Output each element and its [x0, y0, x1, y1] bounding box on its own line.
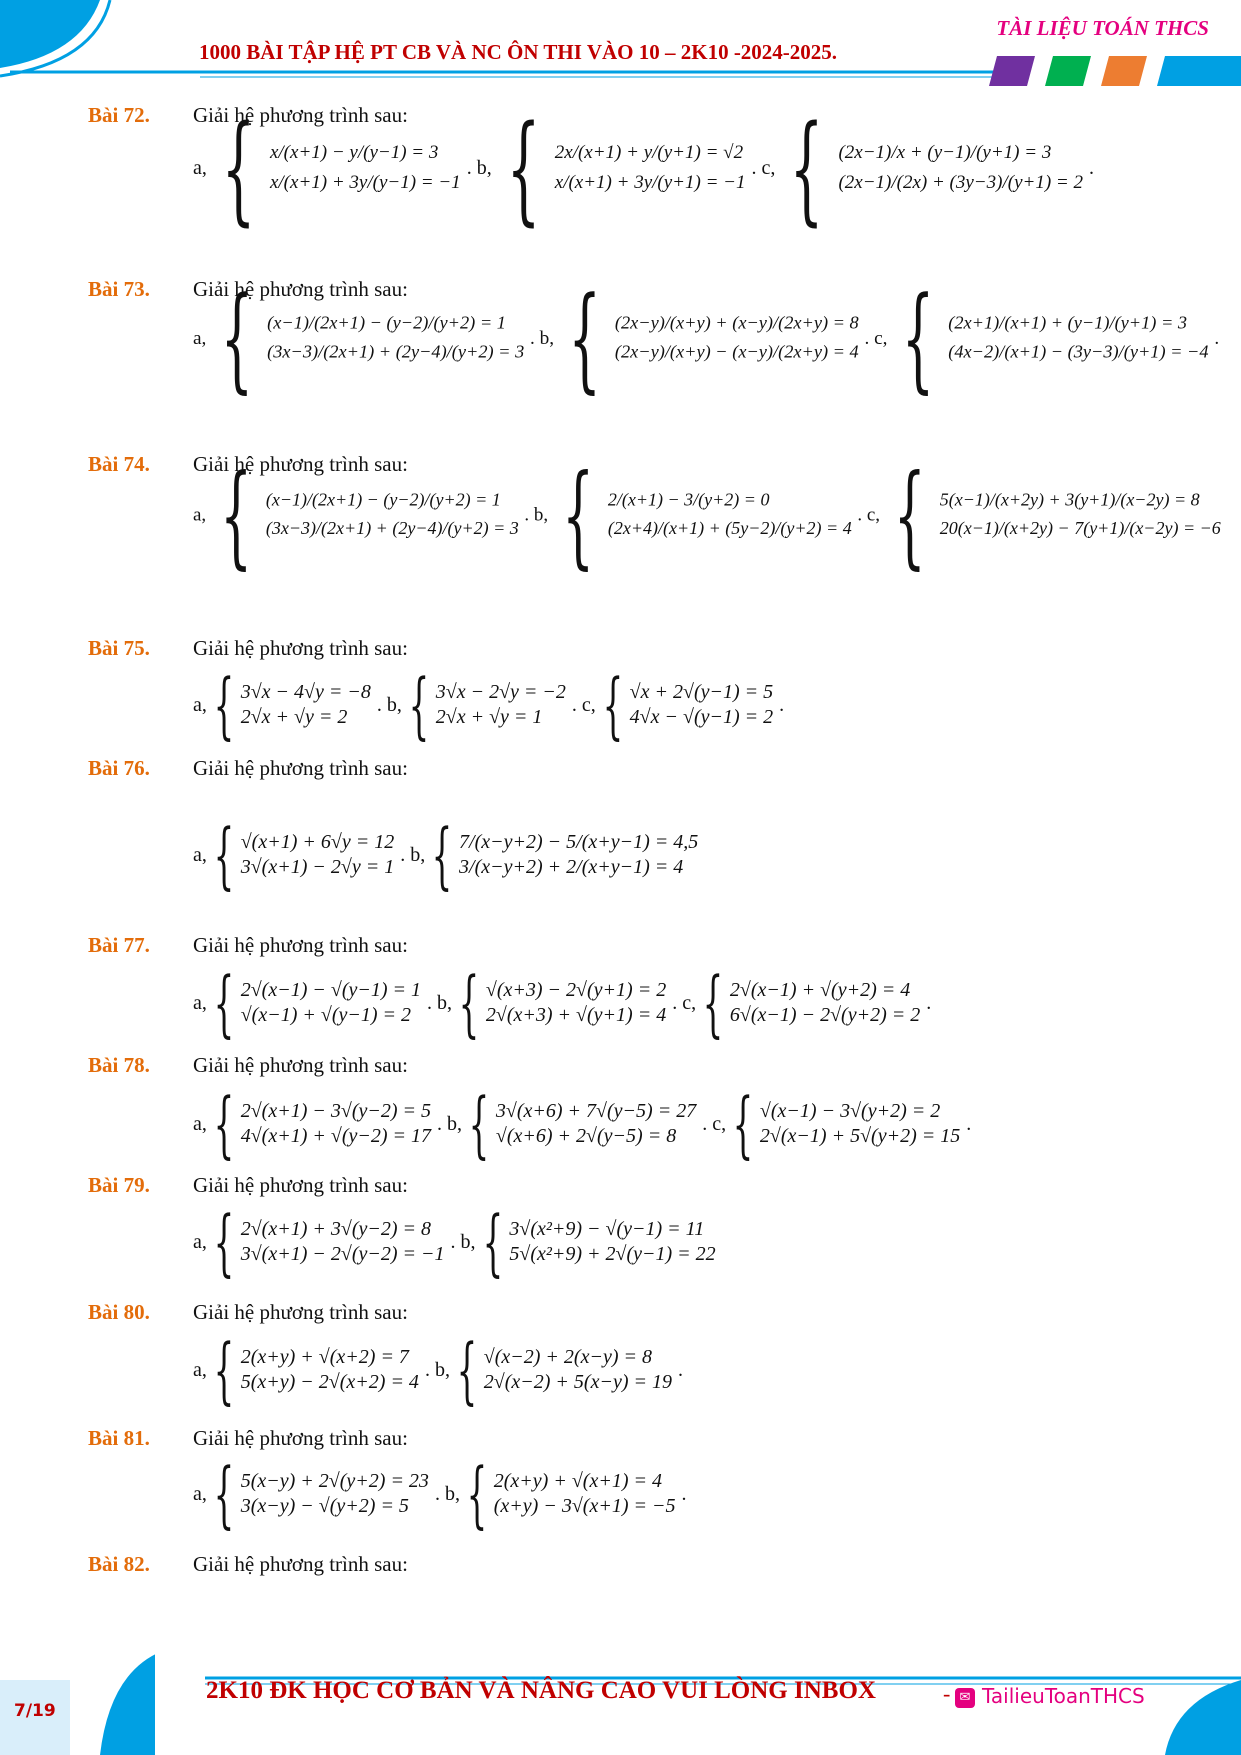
problem-label: Bài 73.: [88, 277, 150, 301]
equation: 2√(x−1) − √(y−1) = 1: [240, 979, 422, 1001]
equation: (4x−2)/(x+1) − (3y−3)/(y+1) = −4: [948, 341, 1209, 363]
system-brace: {: [213, 1082, 235, 1166]
problem-label: Bài 77.: [88, 933, 150, 957]
equation: 5(x−y) + 2√(y+2) = 23: [240, 1470, 429, 1492]
system-brace: {: [213, 813, 235, 897]
equation: (2x−1)/(2x) + (3y−3)/(y+1) = 2: [838, 172, 1083, 193]
part-separator: . b,: [434, 1482, 460, 1505]
equation-system: [478, 1200, 716, 1284]
part-separator: .: [681, 1482, 687, 1505]
system-brace: {: [506, 99, 541, 237]
equation-system: [209, 1452, 429, 1536]
footer-dash: -: [943, 1681, 951, 1706]
problem-label: Bài 81.: [88, 1426, 150, 1450]
header-bar-purple: [989, 56, 1035, 86]
part-separator: .: [1214, 326, 1220, 349]
part-separator: . b,: [376, 693, 402, 716]
system-brace: {: [602, 663, 624, 747]
equation: √(x−1) + √(y−1) = 2: [240, 1004, 412, 1026]
equation: 2√(x−1) + √(y+2) = 4: [729, 979, 911, 1001]
problem-label: Bài 82.: [88, 1552, 150, 1576]
equation: 2/(x+1) − 3/(y+2) = 0: [607, 490, 770, 511]
problem-label: Bài 75.: [88, 636, 150, 660]
header-title: 1000 BÀI TẬP HỆ PT CB VÀ NC ÔN THI VÀO 10 – 2K10 -2024-2025.: [199, 40, 838, 64]
equation: √(x−1) − 3√(y+2) = 2: [759, 1100, 941, 1122]
system-brace: {: [893, 449, 926, 581]
equation: (2x−y)/(x+y) − (x−y)/(2x+y) = 4: [614, 341, 859, 363]
corner-swoosh-bottom-right: [1165, 1680, 1241, 1755]
page-number: 7/19: [14, 1701, 56, 1721]
part-separator: . b,: [530, 326, 555, 349]
part-separator: . c,: [702, 1112, 727, 1135]
part-separator: .: [926, 991, 932, 1014]
system-brace: {: [408, 663, 430, 747]
part-separator: . c,: [751, 156, 776, 179]
system-brace: {: [790, 99, 824, 237]
part-separator: . b,: [524, 504, 549, 525]
part-separator: . c,: [857, 504, 881, 525]
problem-label: Bài 74.: [88, 452, 150, 476]
equation: (2x−1)/x + (y−1)/(y+1) = 3: [838, 142, 1052, 164]
part-separator: . b,: [450, 1230, 476, 1253]
equation: 5(x−1)/(x+2y) + 3(y+1)/(x−2y) = 8: [939, 490, 1200, 511]
problem-instruction: Giải hệ phương trình sau:: [193, 103, 408, 127]
equation: 3√(x²+9) − √(y−1) = 11: [509, 1218, 705, 1240]
system-brace: {: [213, 1200, 235, 1284]
system-brace: {: [431, 813, 453, 897]
equation: x/(x+1) − y/(y−1) = 3: [269, 142, 439, 164]
header-brand: TÀI LIỆU TOÁN THCS: [996, 16, 1209, 40]
part-separator: . c,: [672, 991, 697, 1014]
system-brace: {: [702, 961, 724, 1045]
part-separator: .: [1088, 156, 1094, 179]
equation-system: [464, 1082, 697, 1166]
corner-swoosh-top-left: [0, 0, 100, 68]
equation: √(x−2) + 2(x−y) = 8: [483, 1346, 652, 1368]
equation: 6√(x−1) − 2√(y+2) = 2: [729, 1004, 921, 1026]
problem-instruction: Giải hệ phương trình sau:: [193, 1552, 408, 1576]
equation-system: [209, 99, 461, 237]
equation: x/(x+1) + 3y/(y+1) = −1: [554, 172, 746, 193]
system-brace: {: [458, 961, 480, 1045]
equation: 3√(x+6) + 7√(y−5) = 27: [495, 1100, 697, 1122]
system-brace: {: [468, 1082, 490, 1166]
part-label: a,: [193, 843, 207, 866]
problem-label: Bài 79.: [88, 1173, 150, 1197]
equation: 3√x − 2√y = −2: [435, 681, 566, 703]
equation: 2(x+y) + √(x+1) = 4: [493, 1470, 662, 1492]
system-brace: {: [213, 663, 235, 747]
equation-system: [404, 663, 566, 747]
part-label: a,: [193, 1482, 207, 1505]
equation-system: [882, 449, 1221, 581]
equation-row: [193, 449, 1221, 581]
equation: 4√(x+1) + √(y−2) = 17: [240, 1125, 432, 1147]
part-label: a,: [193, 1358, 207, 1381]
equation: 3√(x+1) − 2√(y−2) = −1: [240, 1243, 445, 1265]
problem-instruction: Giải hệ phương trình sau:: [193, 1173, 408, 1197]
equation-system: [209, 813, 395, 897]
problem-label: Bài 78.: [88, 1053, 150, 1077]
equation-system: [427, 813, 699, 897]
equation: (x−1)/(2x+1) − (y−2)/(y+2) = 1: [265, 490, 501, 511]
part-separator: . b,: [466, 156, 492, 179]
footer-white-tab: [155, 1650, 205, 1755]
problem-label: Bài 72.: [88, 103, 150, 127]
equation: √(x+1) + 6√y = 12: [240, 831, 395, 853]
system-brace: {: [568, 271, 601, 405]
equation-row: [193, 813, 699, 897]
system-brace: {: [466, 1452, 488, 1536]
equation-system: [209, 1328, 419, 1412]
equation: 5√(x²+9) + 2√(y−1) = 22: [509, 1243, 716, 1265]
part-label: a,: [193, 1112, 207, 1135]
equation-row: [193, 99, 1096, 237]
system-brace: {: [482, 1200, 503, 1284]
equation: 2x/(x+1) + y/(y+1) = √2: [554, 142, 744, 164]
equation-system: [598, 663, 774, 747]
problem-instruction: Giải hệ phương trình sau:: [193, 636, 408, 660]
equation-system: [208, 271, 525, 405]
equation: 2√(x+1) − 3√(y−2) = 5: [240, 1100, 432, 1122]
equation-row: [193, 1082, 973, 1166]
equation-row: [193, 961, 933, 1045]
equation: 2(x+y) + √(x+2) = 7: [240, 1346, 409, 1368]
equation: 2√(x−1) + 5√(y+2) = 15: [759, 1125, 961, 1147]
system-brace: {: [213, 1328, 235, 1412]
equation-system: [209, 1082, 432, 1166]
header-bar-green: [1045, 56, 1091, 86]
part-separator: . b,: [400, 843, 426, 866]
header-bar-blue: [1157, 56, 1241, 86]
part-separator: .: [966, 1112, 972, 1135]
part-separator: . c,: [864, 326, 888, 349]
equation-system: [556, 271, 859, 405]
equation: (x+y) − 3√(x+1) = −5: [493, 1495, 676, 1517]
part-label: a,: [193, 156, 207, 179]
equation-row: [193, 1452, 688, 1536]
equation-system: [698, 961, 921, 1045]
equation-system: [462, 1452, 676, 1536]
equation: 3√(x+1) − 2√y = 1: [240, 856, 395, 878]
footer-handle[interactable]: TailieuToanTHCS: [982, 1684, 1145, 1708]
system-brace: {: [220, 449, 253, 581]
system-brace: {: [221, 99, 256, 237]
system-brace: {: [456, 1328, 478, 1412]
equation: √(x+3) − 2√(y+1) = 2: [485, 979, 667, 1001]
equation: 3√x − 4√y = −8: [240, 681, 371, 703]
header-bar-orange: [1101, 56, 1147, 86]
equation-system: [454, 961, 667, 1045]
problem-instruction: Giải hệ phương trình sau:: [193, 1300, 408, 1324]
system-brace: {: [732, 1082, 754, 1166]
equation: 3/(x−y+2) + 2/(x+y−1) = 4: [459, 856, 684, 878]
equation-system: [209, 961, 422, 1045]
equation: √x + 2√(y−1) = 5: [629, 681, 774, 703]
equation: (2x−y)/(x+y) + (x−y)/(2x+y) = 8: [614, 313, 859, 334]
part-label: a,: [193, 504, 207, 525]
problem-instruction: Giải hệ phương trình sau:: [193, 756, 408, 780]
equation-system: [208, 449, 519, 581]
problem-instruction: Giải hệ phương trình sau:: [193, 452, 408, 476]
system-brace: {: [901, 271, 935, 405]
part-separator: . b,: [427, 991, 453, 1014]
part-label: a,: [193, 991, 207, 1014]
equation: 7/(x−y+2) − 5/(x+y−1) = 4,5: [459, 831, 699, 853]
equation: x/(x+1) + 3y/(y−1) = −1: [269, 172, 461, 193]
equation-system: [209, 663, 371, 747]
equation-system: [777, 99, 1083, 237]
equation: 2√(x+3) + √(y+1) = 4: [485, 1004, 667, 1026]
problem-instruction: Giải hệ phương trình sau:: [193, 933, 408, 957]
equation-row: [193, 271, 1221, 405]
equation: (2x+4)/(x+1) + (5y−2)/(y+2) = 4: [607, 518, 852, 539]
part-label: a,: [193, 326, 207, 349]
equation-system: [209, 1200, 445, 1284]
equation: (3x−3)/(2x+1) + (2y−4)/(y+2) = 3: [265, 518, 519, 539]
system-brace: {: [220, 271, 254, 405]
problem-label: Bài 76.: [88, 756, 150, 780]
equation: (3x−3)/(2x+1) + (2y−4)/(y+2) = 3: [267, 341, 525, 363]
equation-system: [889, 271, 1209, 405]
equation-system: [550, 449, 852, 581]
problem-label: Bài 80.: [88, 1300, 150, 1324]
equation: (2x+1)/(x+1) + (y−1)/(y+1) = 3: [948, 313, 1188, 334]
problem-instruction: Giải hệ phương trình sau:: [193, 1053, 408, 1077]
part-separator: . c,: [571, 693, 596, 716]
equation: 2√x + √y = 2: [240, 706, 348, 728]
equation-row: [193, 663, 786, 747]
equation-system: [452, 1328, 672, 1412]
equation-system: [494, 99, 746, 237]
part-separator: .: [779, 693, 785, 716]
equation: √(x+6) + 2√(y−5) = 8: [495, 1125, 677, 1147]
equation: 5(x+y) − 2√(x+2) = 4: [240, 1371, 419, 1393]
part-label: a,: [193, 693, 207, 716]
part-separator: . b,: [437, 1112, 463, 1135]
equation-row: [193, 1328, 685, 1412]
equation: 4√x − √(y−1) = 2: [629, 706, 774, 728]
problem-instruction: Giải hệ phương trình sau:: [193, 277, 408, 301]
equation: 20(x−1)/(x+2y) − 7(y+1)/(x−2y) = −6: [939, 518, 1221, 539]
system-brace: {: [213, 961, 235, 1045]
equation: 2√(x+1) + 3√(y−2) = 8: [240, 1218, 432, 1240]
equation: 2√(x−2) + 5(x−y) = 19: [483, 1371, 672, 1393]
system-brace: {: [561, 449, 595, 581]
equation: (x−1)/(2x+1) − (y−2)/(y+2) = 1: [267, 313, 506, 334]
part-label: a,: [193, 1230, 207, 1253]
system-brace: {: [213, 1452, 235, 1536]
problem-instruction: Giải hệ phương trình sau:: [193, 1426, 408, 1450]
part-separator: .: [677, 1358, 683, 1381]
equation: 3(x−y) − √(y+2) = 5: [240, 1495, 409, 1517]
equation-system: [728, 1082, 961, 1166]
part-separator: . b,: [424, 1358, 450, 1381]
equation-row: [193, 1200, 716, 1284]
footer-text: 2K10 ĐK HỌC CƠ BẢN VÀ NÂNG CAO VUI LÒNG INBOX: [206, 1677, 876, 1704]
equation: 2√x + √y = 1: [435, 706, 543, 728]
messenger-icon: ✉: [955, 1688, 975, 1708]
